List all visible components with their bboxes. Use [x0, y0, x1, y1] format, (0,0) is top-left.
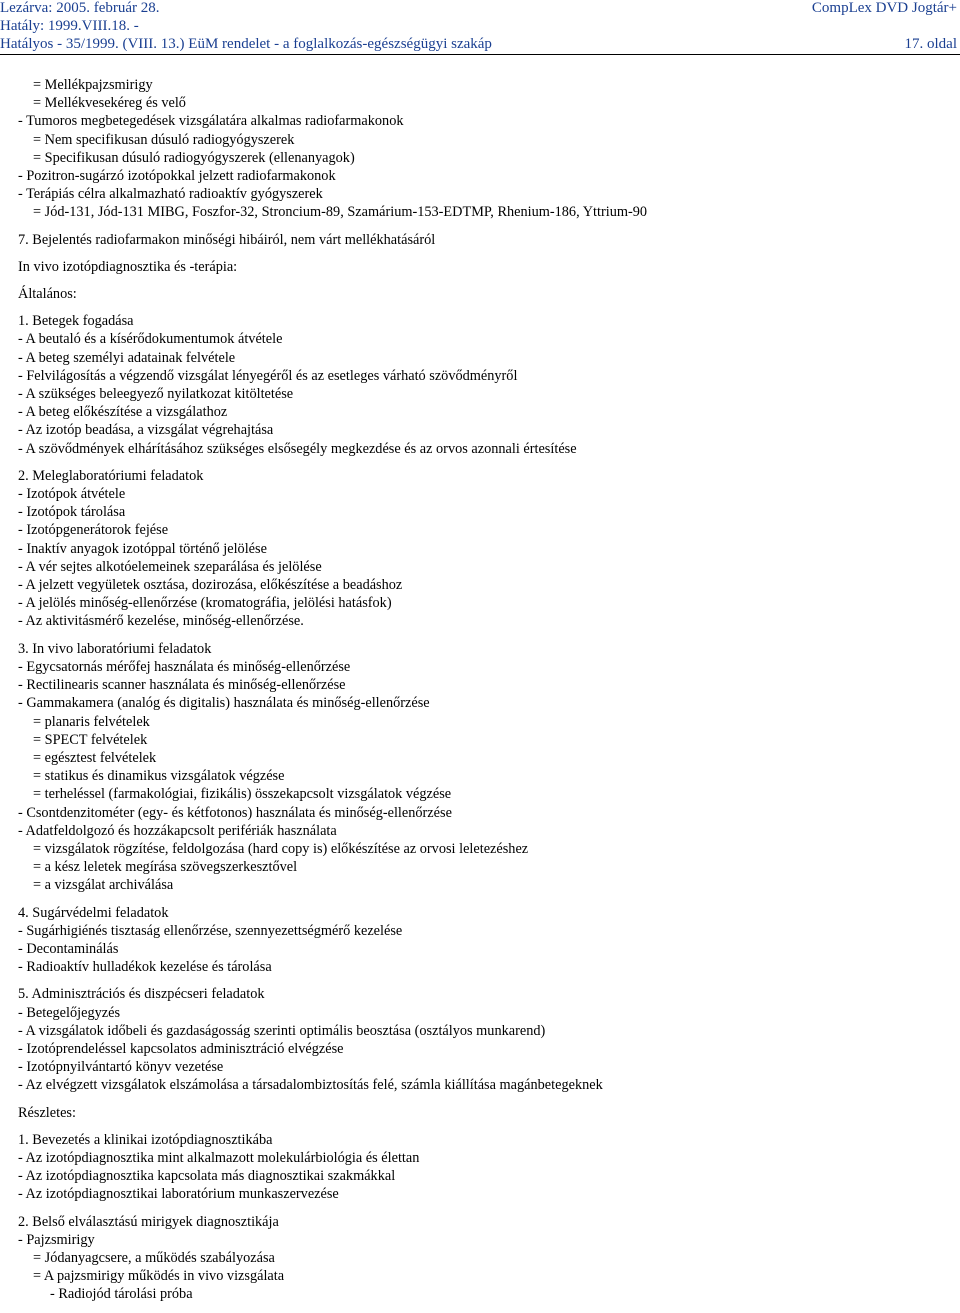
text-line: - Izotóprendeléssel kapcsolatos adminisztráció elvégzése: [18, 1040, 344, 1057]
text-line: - Az izotóp beadása, a vizsgálat végrehajtása: [18, 422, 274, 439]
text-line: - A szükséges beleegyező nyilatkozat kitöltetése: [18, 386, 294, 403]
text-line: 4. Sugárvédelmi feladatok: [18, 904, 169, 921]
text-line: - A szövődmények elhárításához szükséges elsősegély megkezdése és az orvos azonnali értesítése: [18, 440, 577, 457]
text-line: = Mellékpajzsmirigy: [33, 77, 153, 93]
text-line: 3. In vivo laboratóriumi feladatok: [18, 640, 212, 657]
text-line: = a kész leletek megírása szövegszerkesztővel: [33, 859, 298, 876]
text-line: - Az izotópdiagnosztikai laboratórium munkaszervezése: [18, 1186, 339, 1203]
text-line: - Gammakamera (analóg és digitalis) használata és minőség-ellenőrzése: [18, 695, 430, 712]
text-line: - Izotópok tárolása: [18, 504, 126, 521]
document-body: [18, 76, 953, 1313]
text-line: - A vér sejtes alkotóelemeinek szeparálása és jelölése: [18, 558, 322, 575]
text-line: 7. Bejelentés radiofarmakon minőségi hibáiról, nem várt mellékhatásáról: [18, 231, 436, 248]
text-block: [18, 285, 953, 303]
text-line: - A jelölés minőség-ellenőrzése (kromatográfia, jelölési hatásfok): [18, 595, 392, 612]
text-line: Általános:: [18, 286, 77, 303]
text-line: = Mellékvesekéreg és velő: [33, 95, 186, 112]
text-line: Részletes:: [18, 1104, 76, 1121]
text-line: - Inaktív anyagok izotóppal történő jelölése: [18, 540, 267, 557]
text-line: - A beteg személyi adatainak felvétele: [18, 349, 236, 366]
document-header-right: [812, 0, 957, 54]
text-line: = vizsgálatok rögzítése, feldolgozása (hard copy is) előkészítése az orvosi leletezéshez: [33, 840, 529, 857]
text-line: - Terápiás célra alkalmazható radioaktív gyógyszerek: [18, 186, 323, 203]
header-effective-from: Hatály: 1999.VIII.18. -: [0, 18, 139, 34]
text-line: - Radiojód tárolási próba: [50, 1286, 193, 1303]
text-line: - Betegelőjegyzés: [18, 1004, 121, 1021]
text-block: [18, 467, 953, 631]
text-line: 2. Meleglaboratóriumi feladatok: [18, 467, 204, 484]
text-block: [18, 1104, 953, 1122]
text-line: - Izotópok átvétele: [18, 486, 126, 503]
text-line: = SPECT felvételek: [33, 731, 148, 748]
text-line: - Az elvégzett vizsgálatok elszámolása a társadalombiztosítás felé, számla kiállítása magánbetegeknek: [18, 1077, 603, 1094]
text-line: - Adatfeldolgozó és hozzákapcsolt perifériák használata: [18, 822, 337, 839]
header-page-number: 17. oldal: [904, 36, 957, 52]
text-line: - A beutaló és a kísérődokumentumok átvétele: [18, 331, 283, 348]
text-block: [18, 640, 953, 895]
text-block: [18, 76, 953, 222]
text-line: - Pozitron-sugárzó izotópokkal jelzett radiofarmakonok: [18, 168, 336, 185]
text-line: 1. Betegek fogadása: [18, 313, 134, 330]
header-divider: [0, 54, 960, 55]
text-block: [18, 1213, 953, 1304]
header-product-name: CompLex DVD Jogtár+: [811, 0, 957, 16]
text-line: - Izotópgenerátorok fejése: [18, 522, 169, 539]
document-header-left: [0, 0, 492, 54]
text-line: = a vizsgálat archiválása: [33, 877, 174, 894]
text-line: - Az aktivitásmérő kezelése, minőség-ellenőrzése.: [18, 613, 304, 630]
text-line: - Az izotópdiagnosztika mint alkalmazott molekulárbiológia és élettan: [18, 1149, 420, 1166]
text-line: - Csontdenzitométer (egy- és kétfotonos) használata és minőség-ellenőrzése: [18, 804, 452, 821]
text-line: In vivo izotópdiagnosztika és -terápia:: [18, 258, 238, 275]
text-line: = Jódanyagcsere, a működés szabályozása: [33, 1249, 275, 1266]
text-line: 1. Bevezetés a klinikai izotópdiagnosztikába: [18, 1131, 273, 1148]
text-block: [18, 904, 953, 977]
text-line: - Radioaktív hulladékok kezelése és tárolása: [18, 959, 272, 976]
text-line: = egésztest felvételek: [33, 749, 157, 766]
header-regulation-title: Hatályos - 35/1999. (VIII. 13.) EüM rendelet - a foglalkozás-egészségügyi szakáp: [0, 36, 492, 52]
text-line: 5. Adminisztrációs és diszpécseri feladatok: [18, 986, 265, 1003]
text-line: - Decontaminálás: [18, 940, 119, 957]
header-closed-date: Lezárva: 2005. február 28.: [0, 0, 160, 16]
text-line: - A vizsgálatok időbeli és gazdaságosság szerinti optimális beosztása (osztályos munkarend): [18, 1022, 546, 1039]
text-line: - Egycsatornás mérőfej használata és minőség-ellenőrzése: [18, 658, 351, 675]
text-line: = Jód-131, Jód-131 MIBG, Foszfor-32, Stroncium-89, Szamárium-153-EDTMP, Rhenium-186, Yttrium-90: [33, 204, 648, 221]
text-line: - Rectilinearis scanner használata és minőség-ellenőrzése: [18, 677, 346, 694]
text-block: [18, 231, 953, 249]
text-block: [18, 985, 953, 1094]
text-line: - Izotópnyilvántartó könyv vezetése: [18, 1059, 224, 1076]
text-line: 2. Belső elválasztású mirigyek diagnosztikája: [18, 1213, 279, 1230]
text-line: = A pajzsmirigy működés in vivo vizsgálata: [33, 1268, 285, 1285]
text-line: = statikus és dinamikus vizsgálatok végzése: [33, 768, 285, 785]
text-block: [18, 258, 953, 276]
text-line: - A jelzett vegyületek osztása, dozirozása, előkészítése a beadáshoz: [18, 577, 403, 594]
text-line: - Felvilágosítás a végzendő vizsgálat lényegéről és az esetleges várható szövődményről: [18, 367, 518, 384]
text-block: [18, 1131, 953, 1204]
text-line: = Specifikusan dúsuló radiogyógyszerek (ellenanyagok): [33, 149, 355, 166]
text-line: - Tumoros megbetegedések vizsgálatára alkalmas radiofarmakonok: [18, 113, 404, 130]
text-line: - A beteg előkészítése a vizsgálathoz: [18, 404, 228, 421]
text-line: = terheléssel (farmakológiai, fizikális) összekapcsolt vizsgálatok végzése: [33, 786, 452, 803]
text-line: - Az izotópdiagnosztika kapcsolata más diagnosztikai szakmákkal: [18, 1168, 396, 1185]
text-line: - Sugárhigiénés tisztaság ellenőrzése, szennyezettségmérő kezelése: [18, 922, 403, 939]
text-line: = Nem specifikusan dúsuló radiogyógyszerek: [33, 131, 295, 148]
text-line: = planaris felvételek: [33, 713, 150, 730]
text-line: - Pajzsmirigy: [18, 1231, 95, 1248]
text-block: [18, 312, 953, 458]
